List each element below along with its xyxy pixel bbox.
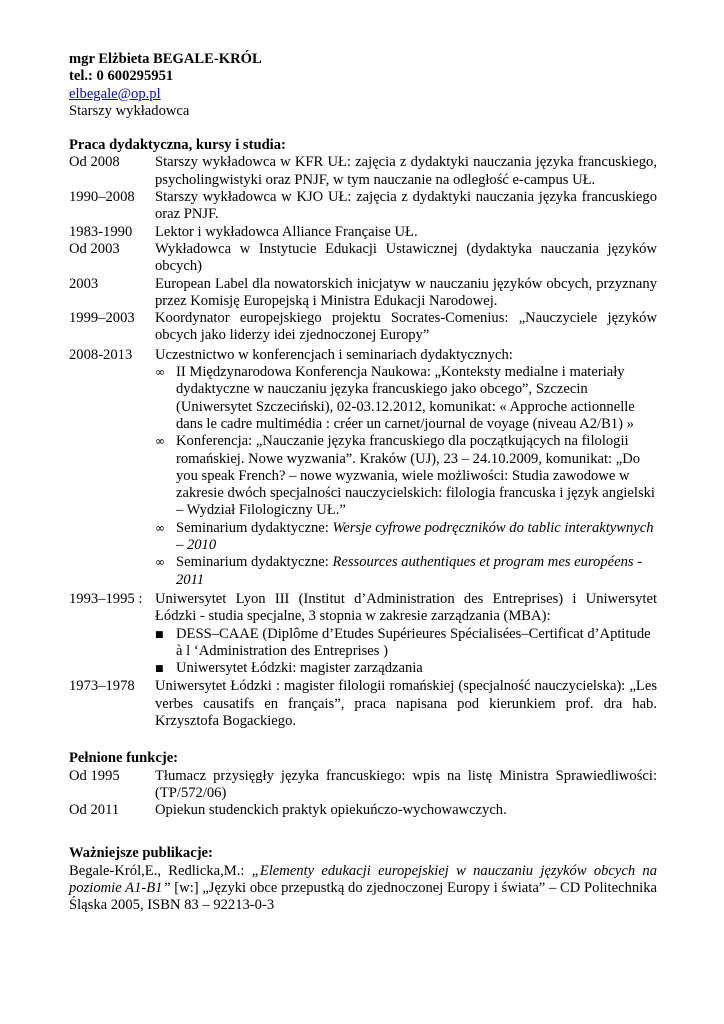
entry-text: Starszy wykładowca w KJO UŁ: zajęcia z dydaktyki nauczania języka francuskiego oraz PNJF.	[155, 189, 657, 223]
entry-text: Wykładowca w Instytucie Edukacji Ustawicznej (dydaktyka nauczania języków obcych)	[155, 240, 657, 275]
entry-text: Uniwersytet Łódzki : magister filologii romańskiej (specjalność nauczycielska): „Les verbes causatifs en français”, praca napisana pod kierunkiem prof. dra hab. Krzysztofa Bogackiego.	[155, 678, 657, 729]
teaching-heading: Praca dydaktyczna, kursy i studia:	[69, 137, 286, 154]
seminar-title: Wersje cyfrowe podręczników do tablic interaktywnych – 2010	[176, 519, 654, 554]
entry-date: Od 2008	[69, 154, 120, 171]
function-entry	[69, 802, 657, 819]
entry-date: Od 2003	[69, 240, 120, 257]
publication-authors: Begale-Król,E., Redlicka,M.:	[69, 862, 252, 879]
conference-text: II Międzynarodowa Konferencja Naukowa: „Konteksty medialne i materiały dydaktyczne w nauczaniu języka francuskiego jako obcego”, Szczecin (Uniwersytet Szczeciński), 02-03.12.2012, komunikat: « Approche actionnelle dans le cadre multimédia : créer un carnet/journal de voyage (niveau A2/B1) »	[176, 364, 635, 432]
person-name: mgr Elżbieta BEGALE-KRÓL	[69, 51, 262, 67]
teaching-entry	[69, 241, 657, 276]
infinity-bullet-icon: ∞	[155, 365, 165, 380]
square-bullet-icon: ■	[155, 629, 164, 640]
conference-item	[155, 433, 657, 519]
phone-number: tel.: 0 600295951	[69, 68, 174, 85]
job-position: Starszy wykładowca	[69, 102, 190, 119]
teaching-entry	[69, 224, 657, 241]
cv-page	[69, 51, 657, 915]
teaching-entry	[69, 189, 657, 224]
degree-item	[155, 660, 657, 678]
entry-text: Uniwersytet Lyon III (Institut d’Administration des Entreprises) i Uniwersytet Łódzki - studia specjalne, 3 stopnia w zakresie zarządzania (MBA):	[155, 590, 657, 625]
publication-entry	[69, 863, 657, 915]
infinity-bullet-icon: ∞	[155, 555, 165, 570]
entry-date: 1973–1978	[69, 678, 135, 695]
entry-text: Tłumacz przysięgły języka francuskiego: wpis na listę Ministra Sprawiedliwości: (TP/572/06)	[155, 767, 657, 801]
seminar-prefix: Seminarium dydaktyczne:	[176, 554, 333, 571]
publication-title: „Elementy edukacji europejskiej w nauczaniu języków obcych na poziomie A1-B1”	[69, 862, 657, 897]
entry-date: Od 1995	[69, 767, 120, 784]
infinity-bullet-icon: ∞	[155, 520, 165, 535]
square-bullet-icon: ■	[155, 664, 164, 675]
conference-text	[176, 520, 657, 555]
publications-heading: Ważniejsze publikacje:	[69, 845, 213, 862]
conference-text	[176, 554, 657, 589]
entry-text: Opiekun studenckich praktyk opiekuńczo-wychowawczych.	[155, 802, 507, 819]
entry-text: Koordynator europejskiego projektu Socrates-Comenius: „Nauczyciele języków obcych jako liderzy idei zjednoczonej Europy”	[155, 310, 657, 344]
entry-text: Lektor i wykładowca Alliance Française UŁ.	[155, 223, 418, 240]
mba-entry	[69, 591, 657, 626]
publication-details: [w:] „Języki obce przepustką do zjednoczonej Europy i świata” – CD Politechnika Śląska 2005, ISBN 83 – 92213-0-3	[69, 880, 657, 914]
entry-date: 1983-1990	[69, 223, 133, 240]
degree-text: Uniwersytet Łódzki: magister zarządzania	[176, 660, 423, 677]
teaching-entry	[69, 154, 657, 189]
function-entry	[69, 768, 657, 803]
infinity-bullet-icon: ∞	[155, 434, 165, 449]
entry-text: Uczestnictwo w konferencjach i seminariach dydaktycznych:	[155, 346, 513, 363]
entry-date: 2008-2013	[69, 346, 133, 363]
entry-text: Starszy wykładowca w KFR UŁ: zajęcia z dydaktyki nauczania języka francuskiego, psycholingwistyki oraz PNJF, w tym nauczanie na odległość e-campus UŁ.	[155, 154, 657, 188]
teaching-entry	[69, 310, 657, 345]
conferences-entry	[69, 347, 657, 364]
entry-date: 1999–2003	[69, 310, 135, 327]
degree-text: DESS–CAAE (Diplôme d’Etudes Supérieures Spécialisées–Certificat d’Aptitude à l ‘Administration des Entreprises )	[176, 625, 651, 659]
studies-entry	[69, 678, 657, 730]
entry-date: 2003	[69, 275, 99, 292]
conference-item	[155, 554, 657, 589]
conference-item	[155, 520, 657, 555]
entry-date: 1990–2008	[69, 189, 135, 206]
entry-text: European Label dla nowatorskich inicjatyw w nauczaniu języków obcych, przyznany przez Komisję Europejską i Ministra Edukacji Narodowej.	[155, 275, 657, 309]
entry-date: Od 2011	[69, 802, 120, 819]
seminar-prefix: Seminarium dydaktyczne:	[176, 519, 333, 536]
seminar-title: Ressources authentiques et program mes européens - 2011	[176, 554, 643, 588]
degree-item	[155, 626, 657, 661]
conference-text: Konferencja: „Nauczanie języka francuskiego dla początkujących na filologii romańskiej. Nowe wyzwania”. Kraków (UJ), 23 – 24.10.2009, komunikat: „Do you speak French? – nowe wyzwania, wiele możliwości: Studia zawodowe w zakresie dwóch specjalności nauczycielskich: filologia francuska i język angielski – Wydział Filologiczny UŁ.”	[176, 433, 655, 519]
email-link[interactable]: elbegale@op.pl	[69, 85, 161, 102]
teaching-entry	[69, 276, 657, 311]
entry-date: 1993–1995 :	[69, 590, 143, 607]
functions-heading: Pełnione funkcje:	[69, 750, 179, 767]
conference-item	[155, 364, 657, 433]
